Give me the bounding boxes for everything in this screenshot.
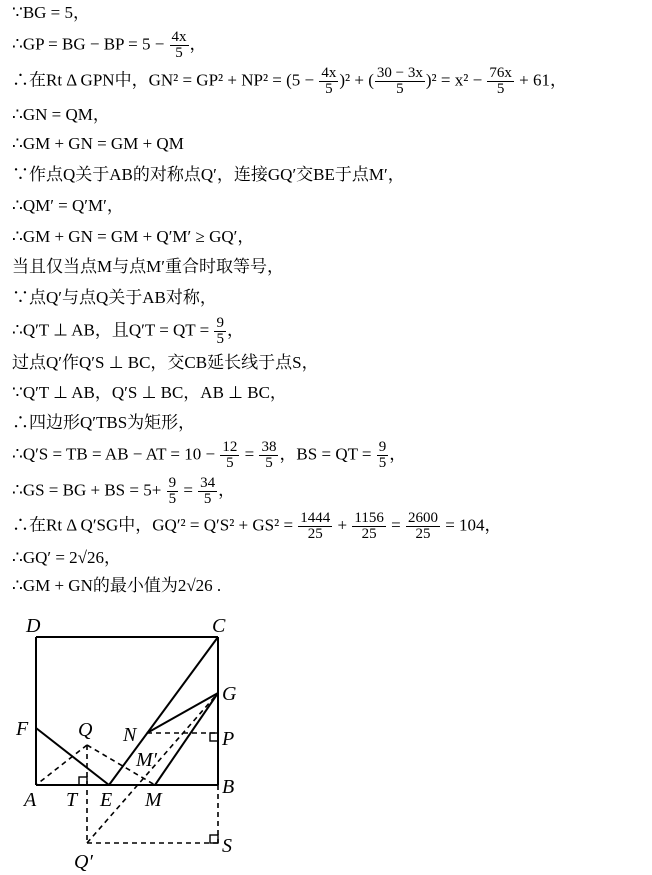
fraction: $\frac{9}{5}$ [168, 475, 177, 507]
label-p: P [222, 728, 235, 750]
fraction: $\frac{76x}{5}$ [489, 65, 512, 97]
solution-line-15: ∴Q′S = TB = AB − AT = 10 − $\frac{12}{5}$ = $\frac{38}{5}$ ，BS = QT = $\frac{9}{5}$ ， [12, 439, 407, 471]
right-angle-t [79, 777, 87, 785]
solution-line-16: ∴GS = BG + BS = 5+ $\frac{9}{5}$ = $\frac{34}{5}$ ， [12, 475, 236, 507]
solution-line-6: ∵作点Q关于AB的对称点Q′，连接GQ′交BE于点M′， [12, 165, 405, 184]
solution-line-2: ∴GP = BG − BP = 5 − $\frac{4x}{5}$ ， [12, 29, 207, 61]
solution-line-3: ∴在Rt Δ GPN中，GN² = GP² + NP² = (5 − $\frac{4x}{5}$ )² + ( $\frac{30 - 3x}{5}$ )² = x² − $\frac{76x}{5}$ + 61， [12, 65, 567, 97]
fraction: $\frac{34}{5}$ [200, 475, 216, 507]
solution-line-10: ∵点Q′与点Q关于AB对称， [12, 288, 217, 307]
solution-line-18: ∴GQ′ = 2√26， [12, 548, 122, 567]
label-d: D [26, 615, 41, 637]
solution-line-7: ∴QM′ = Q′M′， [12, 196, 124, 215]
fraction: $\frac{2600}{25}$ [407, 510, 438, 542]
label-g: G [222, 683, 237, 705]
label-n: N [123, 724, 137, 746]
fraction: $\frac{38}{5}$ [261, 439, 277, 471]
geometry-figure [0, 600, 652, 875]
fraction: $\frac{12}{5}$ [222, 439, 238, 471]
solution-line-5: ∴GM + GN = GM + QM [12, 134, 184, 153]
fraction: $\frac{4x}{5}$ [171, 29, 187, 61]
label-q-prime: Q′ [74, 851, 93, 873]
label-a: A [24, 789, 37, 811]
fraction: $\frac{1156}{25}$ [354, 510, 384, 542]
solution-line-1: ∵BG = 5， [12, 3, 91, 22]
solution-line-14: ∴四边形Q′TBS为矩形， [12, 413, 196, 432]
right-angle-p [210, 733, 218, 741]
solution-line-4: ∴GN = QM， [12, 105, 110, 124]
label-q: Q [78, 719, 93, 741]
fraction: $\frac{9}{5}$ [378, 439, 387, 471]
solution-line-13: ∵Q′T ⊥ AB，Q′S ⊥ BC，AB ⊥ BC， [12, 383, 287, 402]
right-angle-s [210, 835, 218, 843]
solution-line-12: 过点Q′作Q′S ⊥ BC，交CB延长线于点S， [12, 353, 319, 372]
fraction: $\frac{9}{5}$ [216, 315, 224, 347]
fraction: $\frac{1444}{25}$ [300, 510, 331, 542]
label-f: F [16, 718, 29, 740]
label-m: M [145, 789, 162, 811]
solution-line-19: ∴GM + GN的最小值为2√26 . [12, 576, 222, 595]
label-t: T [66, 789, 78, 811]
label-c: C [212, 615, 226, 637]
fraction: $\frac{30 - 3x}{5}$ [376, 65, 423, 97]
label-b: B [222, 776, 235, 798]
segment-ng [147, 693, 218, 733]
label-s: S [222, 835, 232, 857]
label-m-prime: M′ [136, 749, 158, 771]
fraction: $\frac{4x}{5}$ [321, 65, 337, 97]
solution-line-17: ∴在Rt Δ Q′SG中，GQ′² = Q′S² + GS² = $\frac{1444}{25}$ + $\frac{1156}{25}$ = $\frac{2600}{25}$ = 104， [12, 510, 502, 542]
segment-gm [155, 693, 218, 785]
solution-line-11: ∴Q′T ⊥ AB，且Q′T = QT = $\frac{9}{5}$ ， [12, 315, 244, 347]
label-e: E [100, 789, 113, 811]
solution-line-8: ∴GM + GN = GM + Q′M′ ≥ GQ′， [12, 227, 255, 246]
solution-line-9: 当且仅当点M与点M′重合时取等号， [12, 257, 284, 276]
